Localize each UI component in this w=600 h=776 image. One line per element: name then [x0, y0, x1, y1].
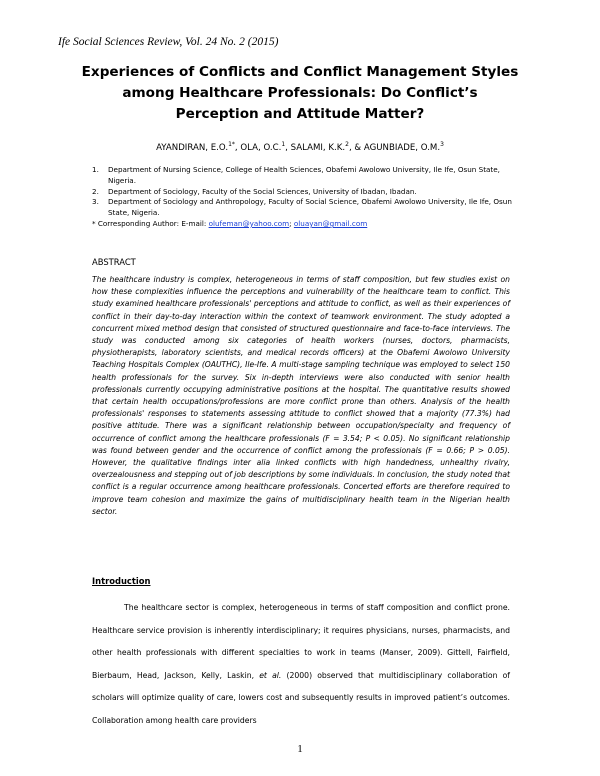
affiliation-item	[92, 187, 512, 198]
introduction-heading: Introduction	[92, 576, 151, 586]
introduction-body	[92, 597, 510, 733]
intro-text-2: (2000) observed that multidisciplinary collaboration of scholars will optimize quality of care, lowers cost and subsequently results in improved patient’s outcomes. Collaboration among health care providers	[92, 670, 511, 725]
author-1-sup: 1*	[228, 141, 235, 148]
affiliation-item	[92, 165, 512, 187]
corresponding-label: * Corresponding Author: E-mail:	[92, 218, 209, 228]
email-separator: ;	[289, 218, 294, 228]
email-link-1[interactable]: olufeman@yahoo.com	[208, 218, 290, 228]
author-2: , OLA, O.C.	[234, 142, 282, 153]
paper-title: Experiences of Conflicts and Conflict Management Styles among Healthcare Professionals: Do Conflict’s Perception and Attitude Matter?	[81, 64, 519, 122]
journal-header: Ife Social Sciences Review, Vol. 24 No. 2 (2015)	[58, 36, 279, 48]
author-4: , & AGUNBIADE, O.M.	[348, 142, 441, 153]
affiliation-number: 1.	[92, 165, 99, 174]
intro-text-1: The healthcare sector is complex, heterogeneous in terms of staff composition and conflict prone. Healthcare service provision is inherently interdisciplinary; it requires physicians, nurses, pharmacists, and other health professionals with different specialties to work in teams (Manser, 2009). Gittell, Fairfield, Bierbaum, Head, Jackson, Kelly, Laskin,	[92, 603, 510, 680]
author-3-sup: 2	[345, 141, 349, 148]
author-1: AYANDIRAN, E.O.	[156, 142, 229, 153]
abstract-body: The healthcare industry is complex, heterogeneous in terms of staff composition, but few studies exist on how these complexities influence the perceptions and vulnerability of the healthcare team to conflict. This study examined healthcare professionals' perceptions and attitude to conflict, as well as their experiences of conflict in their day-to-day interaction within the context of teamwork environment. The study adopted a concurrent mixed method design that consisted of structured questionnaire and face-to-face interviews. The study was conducted among six categories of health workers (nurses, doctors, pharmacists, physiotherapists, laboratory scientists, and medical records officers) at the Obafemi Awolowo University Teaching Hospitals Complex (OAUTHC), Ile-Ife. A multi-stage sampling technique was employed to select 150 health professionals for the survey. Six in-depth interviews were also conducted with senior health professionals currently occupying administrative positions at the hospital. The quantitative results showed that certain health occupations/professions are more conflict prone than others. Analysis of the health professionals' responses to statements assessing attitude to conflict showed that a majority (77.3%) had positive attitude. There was a significant relationship between occupation/specialty and frequency of occurrence of conflict among the healthcare professionals (F = 3.54; P < 0.05). No significant relationship was found between gender and the occurrence of conflict among the professionals (F = 0.66; P > 0.05). However, the qualitative findings inter alia linked conflicts with high handedness, unhealthy rivalry, overzealousness and stepping out of job descriptions by some individuals. In conclusion, the study noted that conflict is a regular occurrence among healthcare professionals. Concerted efforts are therefore required to improve team cohesion and maximize the gains of multidisciplinary health team in the Nigerian health sector.	[92, 275, 510, 516]
author-3: , SALAMI, K.K.	[285, 142, 346, 153]
affiliation-item	[92, 197, 512, 219]
affiliation-number: 2.	[92, 186, 99, 196]
affiliations	[92, 165, 512, 230]
affiliation-text: Department of Nursing Science, College of Health Sciences, Obafemi Awolowo University, Ile Ife, Osun State, Nigeria.	[108, 165, 500, 185]
page-number: 1	[297, 743, 303, 755]
email-link-2[interactable]: oluayan@gmail.com	[293, 218, 368, 228]
affiliation-text: Department of Sociology and Anthropology, Faculty of Social Science, Obafemi Awolowo University, Ile Ife, Osun State, Nigeria.	[108, 197, 512, 218]
author-line	[88, 141, 512, 153]
author-2-sup: 1	[281, 141, 286, 148]
abstract-heading: ABSTRACT	[92, 257, 136, 267]
affiliation-number: 3.	[92, 197, 99, 207]
author-4-sup: 3	[440, 141, 444, 148]
intro-etal: et al.	[259, 670, 282, 680]
affiliation-text: Department of Sociology, Faculty of the Social Sciences, University of Ibadan, Ibadan.	[108, 186, 417, 196]
corresponding-author	[92, 219, 512, 230]
